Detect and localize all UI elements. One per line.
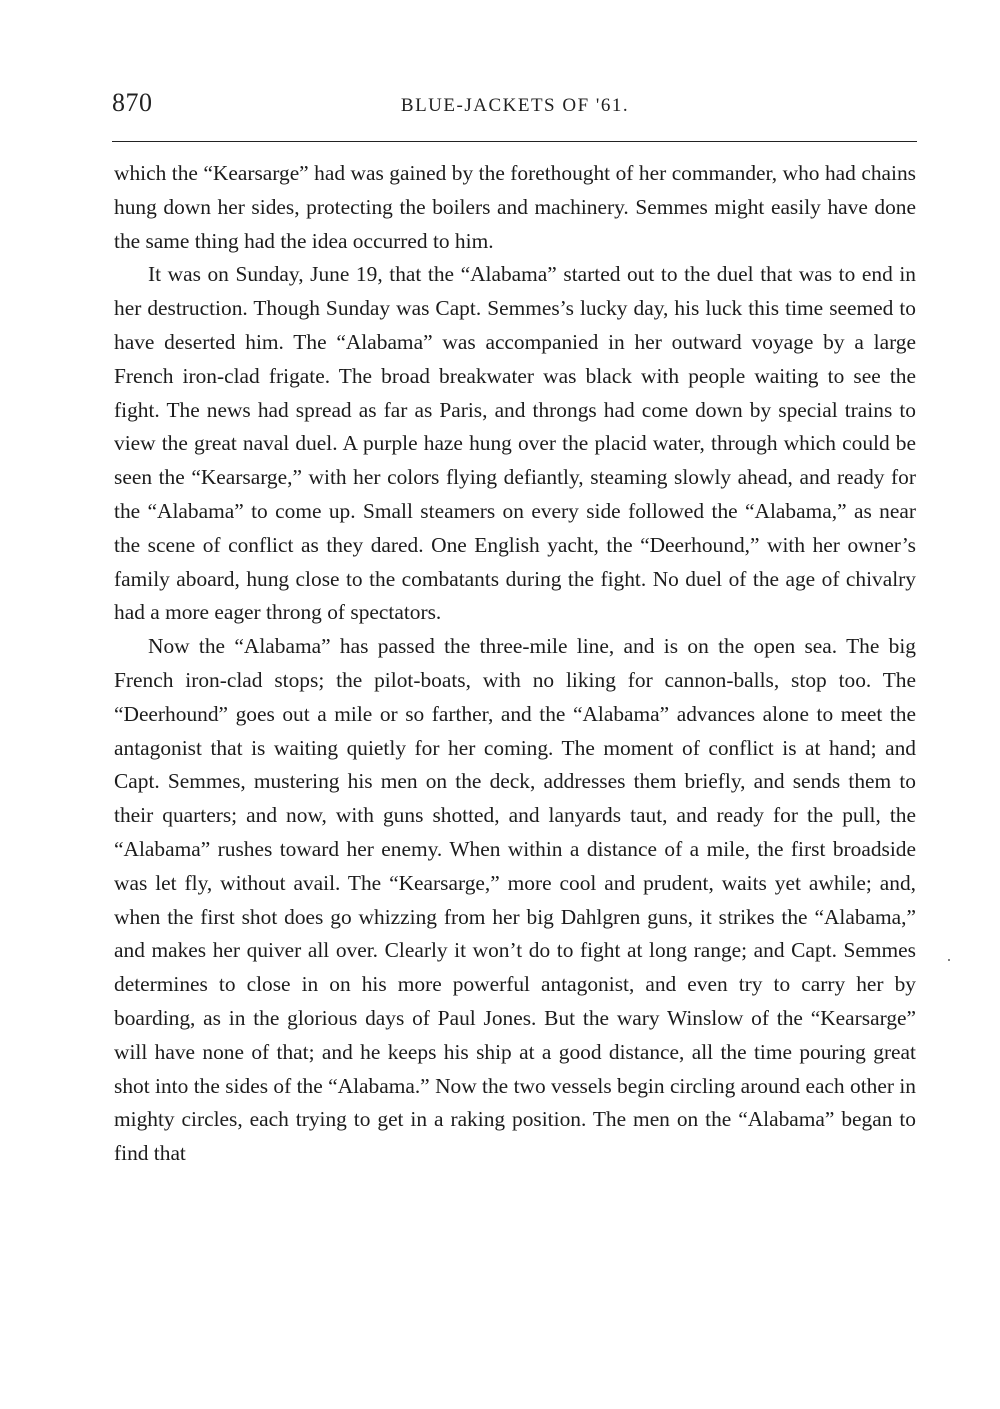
paragraph-2: It was on Sunday, June 19, that the “Alabama” started out to the duel that was to end in her destruction. Though Sunday was Capt. Semmes’s lucky day, his luck this time seemed to have deserted him. The “Alabama” was accompanied in her outward voyage by a large French iron-clad frigate. The broad breakwater was black with people waiting to see the fight. The news had spread as far as Paris, and throngs had come down by special trains to view the great naval duel. A purple haze hung over the placid water, through which could be seen the “Kearsarge,” with her colors flying defiantly, steaming slowly ahead, and ready for the “Alabama” to come up. Small steamers on every side followed the “Alabama,” as near the scene of conflict as they dared. One English yacht, the “Deerhound,” with her owner’s family aboard, hung close to the combatants during the fight. No duel of the age of chivalry had a more eager throng of spectators. bbox=[114, 262, 916, 625]
paragraph-3: Now the “Alabama” has passed the three-mile line, and is on the open sea. The big French iron-clad stops; the pilot-boats, with no liking for cannon-balls, stop too. The “Deerhound” goes out a mile or so farther, and the “Alabama” advances alone to meet the antagonist that is waiting quietly for her coming. The moment of conflict is at hand; and Capt. Semmes, mustering his men on the deck, addresses them briefly, and sends them to their quarters; and now, with guns shotted, and lanyards taut, and ready for the pull, the “Alabama” rushes toward her enemy. When within a distance of a mile, the first broadside was let fly, without avail. The “Kearsarge,” more cool and prudent, waits yet awhile; and, when the first shot does go whizzing from her big Dahlgren guns, it strikes the “Alabama,” and makes her quiver all over. Clearly it won’t do to fight at long range; and Capt. Semmes determines to close in on his more powerful antagonist, and even try to carry her by boarding, as in the glorious days of Paul Jones. But the wary Winslow of the “Kearsarge” will have none of that; and he keeps his ship at a good distance, all the time pouring great shot into the sides of the “Alabama.” Now the two vessels begin circling around each other in mighty circles, each trying to get in a raking position. The men on the “Alabama” began to find that bbox=[114, 634, 916, 1166]
header-rule-divider bbox=[112, 141, 917, 142]
page-number: 870 bbox=[112, 88, 153, 117]
paragraph-1: which the “Kearsarge” had was gained by the forethought of her commander, who had chains hung down her sides, protecting the boilers and machinery. Semmes might easily have done the same thing had the idea occurred to him. bbox=[114, 161, 916, 253]
running-title: BLUE-JACKETS OF '61. bbox=[400, 95, 630, 116]
margin-speck bbox=[948, 959, 950, 961]
body-text bbox=[114, 157, 916, 1171]
